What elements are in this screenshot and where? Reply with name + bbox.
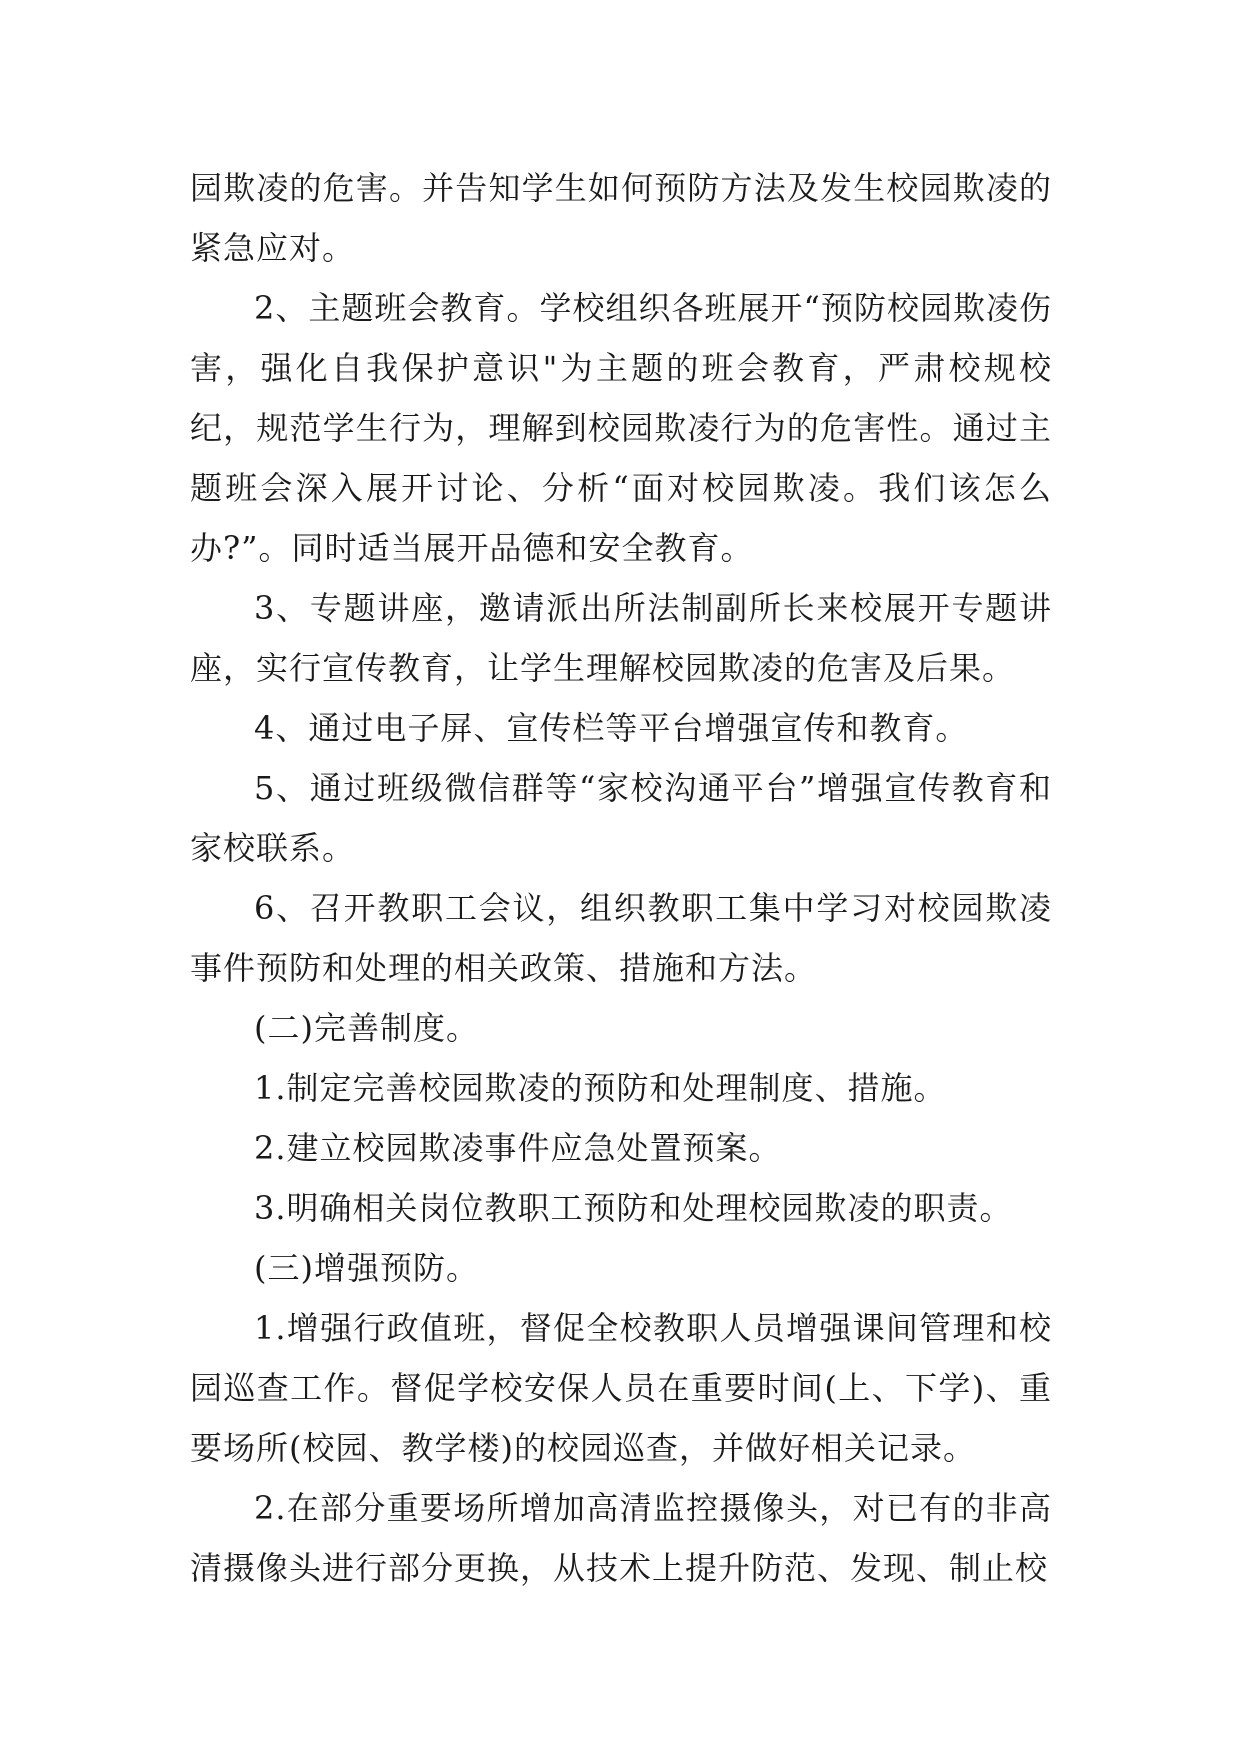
paragraph-13: 2.在部分重要场所增加高清监控摄像头，对已有的非高清摄像头进行部分更换，从技术上提升防范、发现、制止校 — [190, 1489, 1052, 1587]
paragraph-1: 园欺凌的危害。并告知学生如何预防方法及发生校园欺凌的紧急应对。 — [190, 169, 1052, 267]
paragraph-5: 5、通过班级微信群等“家校沟通平台”增强宣传教育和家校联系。 — [190, 769, 1052, 867]
document-body — [190, 158, 1052, 1598]
section-heading-3: (三)增强预防。 — [254, 1249, 479, 1287]
paragraph-12: 1.增强行政值班，督促全校教职人员增强课间管理和校园巡查工作。督促学校安保人员在重要时间(上、下学)、重要场所(校园、教学楼)的校园巡查，并做好相关记录。 — [190, 1309, 1052, 1467]
paragraph-4: 4、通过电子屏、宣传栏等平台增强宣传和教育。 — [254, 709, 969, 747]
paragraph-10: 3.明确相关岗位教职工预防和处理校园欺凌的职责。 — [254, 1189, 1013, 1227]
paragraph-3: 3、专题讲座，邀请派出所法制副所长来校展开专题讲座，实行宣传教育，让学生理解校园欺凌的危害及后果。 — [190, 589, 1052, 687]
paragraph-2: 2、主题班会教育。学校组织各班展开“预防校园欺凌伤害，强化自我保护意识"为主题的班会教育，严肃校规校纪，规范学生行为，理解到校园欺凌行为的危害性。通过主题班会深入展开讨论、分析“面对校园欺凌。我们该怎么办?”。同时适当展开品德和安全教育。 — [190, 289, 1052, 567]
section-heading-2: (二)完善制度。 — [254, 1009, 479, 1047]
paragraph-6: 6、召开教职工会议，组织教职工集中学习对校园欺凌事件预防和处理的相关政策、措施和方法。 — [190, 889, 1052, 987]
paragraph-9: 2.建立校园欺凌事件应急处置预案。 — [254, 1129, 782, 1167]
paragraph-8: 1.制定完善校园欺凌的预防和处理制度、措施。 — [254, 1069, 947, 1107]
